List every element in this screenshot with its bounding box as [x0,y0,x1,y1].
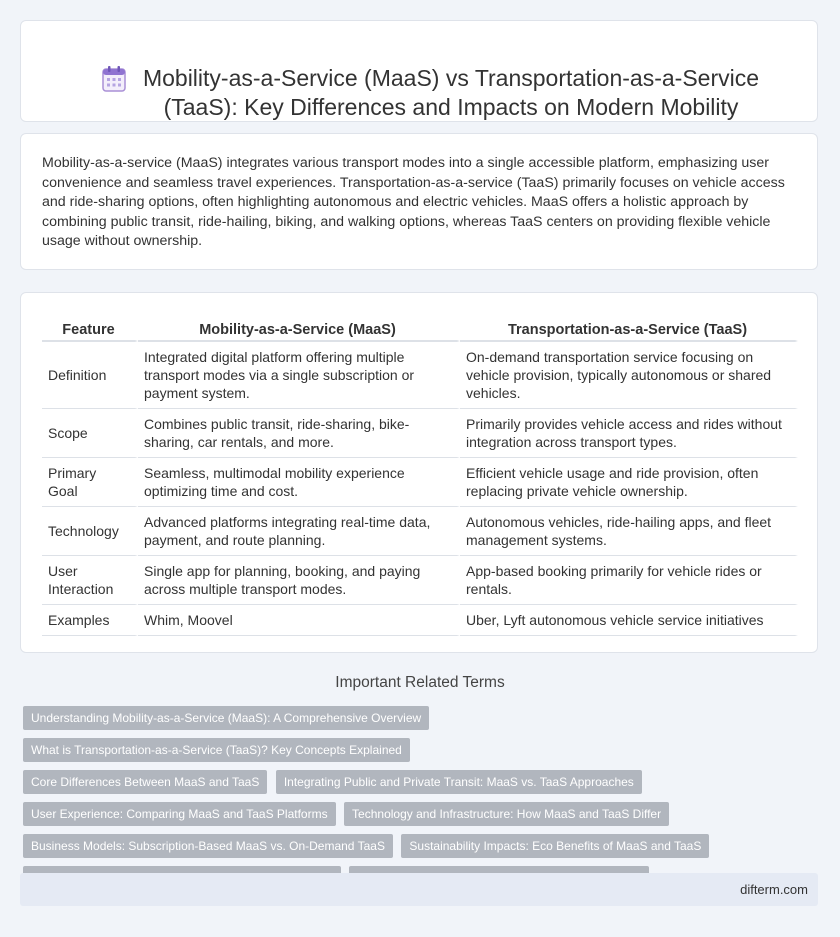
related-terms-heading: Important Related Terms [335,674,505,691]
related-term-link[interactable]: Sustainability Impacts: Eco Benefits of MaaS and TaaS [401,834,709,858]
related-term-link[interactable]: User Experience: Comparing MaaS and TaaS Platforms [23,802,336,826]
footer-site-link[interactable]: difterm.com [740,882,808,897]
table-row [42,555,798,604]
related-term-link[interactable]: What is Transportation-as-a-Service (TaaS)? Key Concepts Explained [23,738,410,762]
column-header: Feature [42,316,138,341]
feature-cell: Definition [42,341,138,408]
taas-cell: App-based booking primarily for vehicle rides or rentals. [460,555,798,604]
feature-cell: Examples [42,604,138,636]
related-term-link[interactable]: Technology and Infrastructure: How MaaS and TaaS Differ [344,802,669,826]
taas-cell: Efficient vehicle usage and ride provision, often replacing private vehicle ownership. [460,457,798,506]
feature-cell: User Interaction [42,555,138,604]
related-terms-list [23,706,823,898]
footer [20,873,818,906]
table-row [42,604,798,636]
maas-cell: Advanced platforms integrating real-time data, payment, and route planning. [138,506,460,555]
feature-cell: Primary Goal [42,457,138,506]
title-card [20,20,818,122]
maas-cell: Integrated digital platform offering multiple transport modes via a single subscription or payment system. [138,341,460,408]
taas-cell: On-demand transportation service focusing on vehicle provision, typically autonomous or shared vehicles. [460,341,798,408]
comparison-table-card [20,292,818,653]
related-term-link[interactable]: Core Differences Between MaaS and TaaS [23,770,267,794]
related-term-link[interactable]: Understanding Mobility-as-a-Service (MaaS): A Comprehensive Overview [23,706,429,730]
page-title: Mobility-as-a-Service (MaaS) vs Transportation-as-a-Service (TaaS): Key Differences and Impacts on Modern Mobility [142,65,760,120]
taas-cell: Autonomous vehicles, ride-hailing apps, and fleet management systems. [460,506,798,555]
maas-cell: Whim, Moovel [138,604,460,636]
summary-text: Mobility-as-a-service (MaaS) integrates various transport modes into a single accessible platform, emphasizing user convenience and seamless travel experiences. Transportation-as-a-service (TaaS) primarily focuses on vehicle access and ride-sharing options, often highlighting autonomous and electric vehicles. MaaS offers a holistic approach by combining public transit, ride-hailing, biking, and walking options, whereas TaaS centers on providing flexible vehicle usage without ownership. [42,155,785,249]
related-term-link[interactable]: Business Models: Subscription-Based MaaS vs. On-Demand TaaS [23,834,393,858]
feature-cell: Scope [42,408,138,457]
table-row [42,506,798,555]
table-header-row [42,316,798,341]
taas-cell: Primarily provides vehicle access and rides without integration across transport types. [460,408,798,457]
column-header: Transportation-as-a-Service (TaaS) [460,316,798,341]
summary-card [20,133,818,270]
column-header: Mobility-as-a-Service (MaaS) [138,316,460,341]
taas-cell: Uber, Lyft autonomous vehicle service initiatives [460,604,798,636]
maas-cell: Single app for planning, booking, and paying across multiple transport modes. [138,555,460,604]
maas-cell: Combines public transit, ride-sharing, bike-sharing, car rentals, and more. [138,408,460,457]
comparison-table [42,316,798,636]
feature-cell: Technology [42,506,138,555]
related-term-link[interactable]: Integrating Public and Private Transit: MaaS vs. TaaS Approaches [276,770,642,794]
maas-cell: Seamless, multimodal mobility experience optimizing time and cost. [138,457,460,506]
table-row [42,457,798,506]
table-row [42,341,798,408]
table-row [42,408,798,457]
